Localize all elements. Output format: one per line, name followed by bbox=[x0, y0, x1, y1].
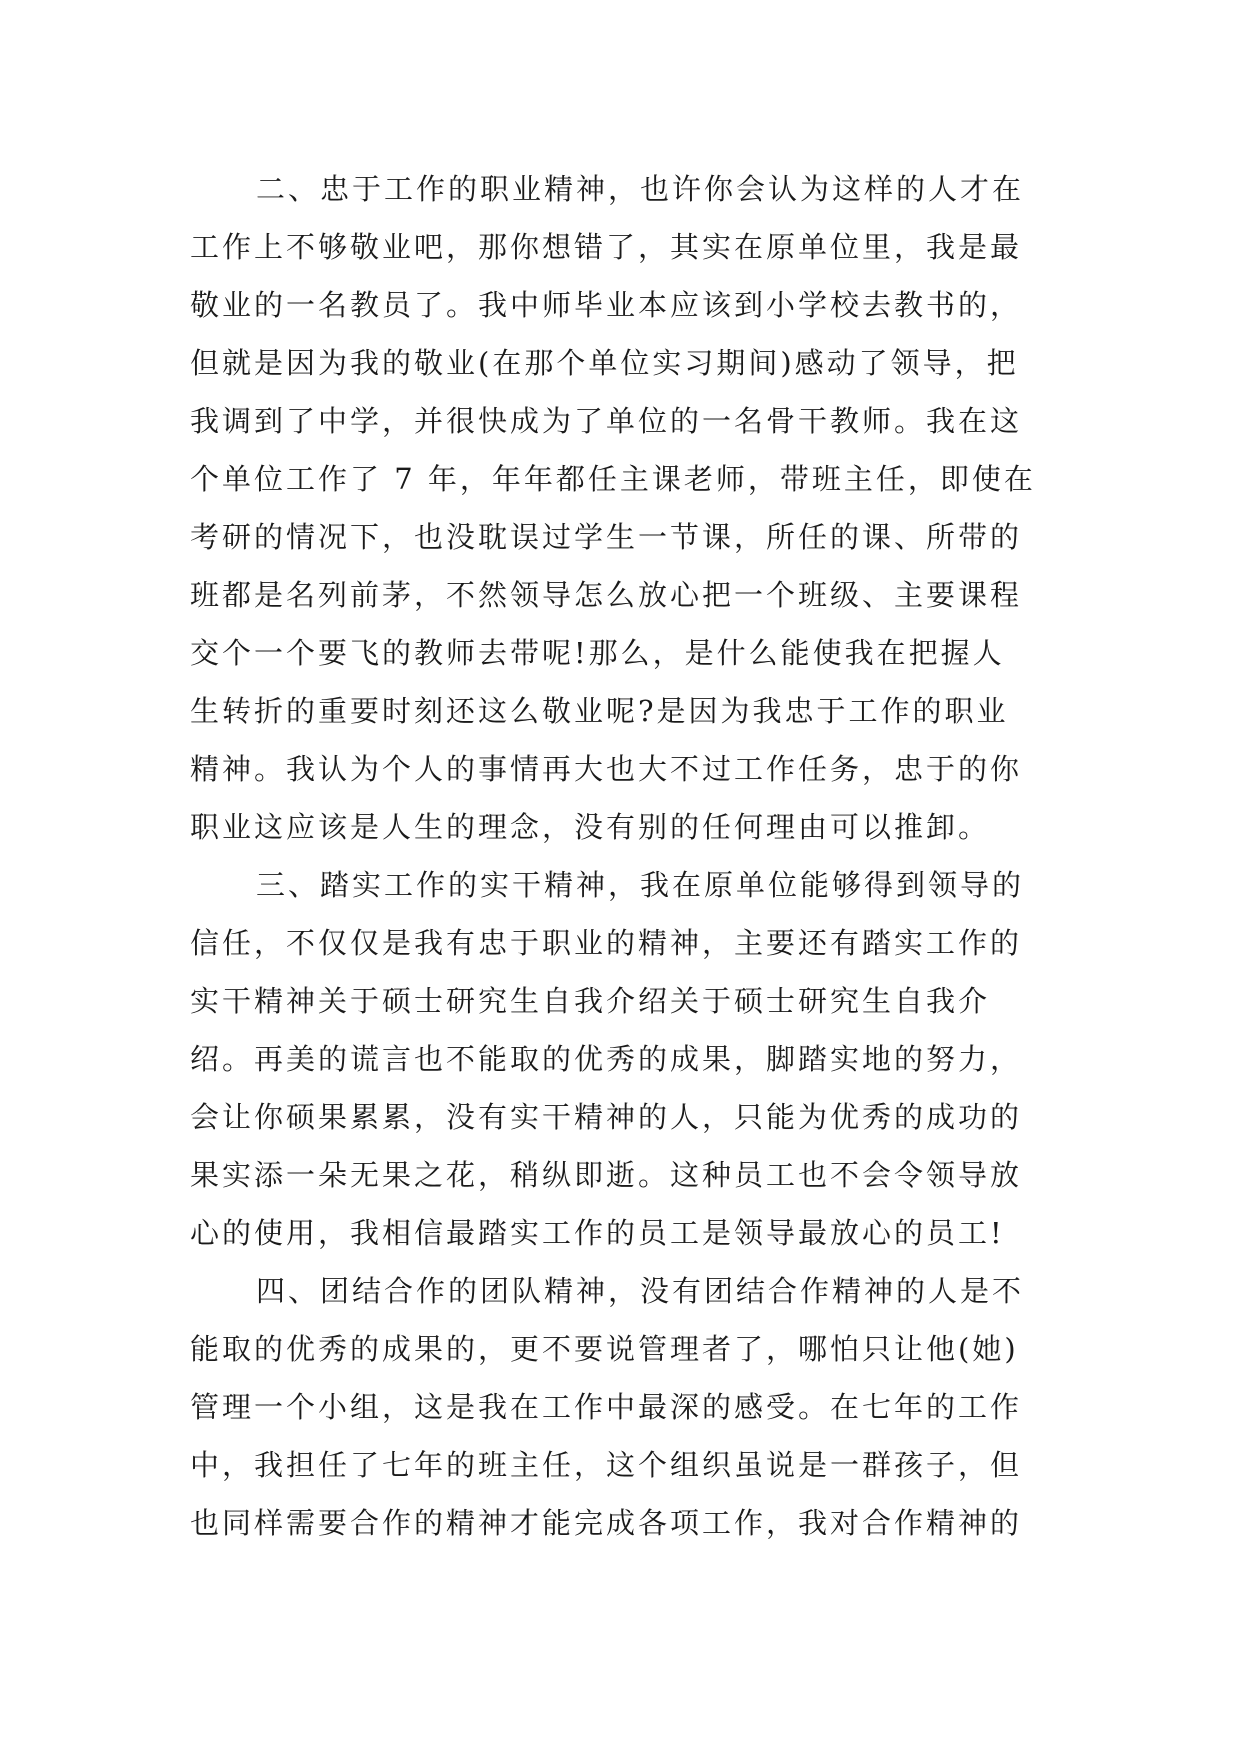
text-line: 班都是名列前茅，不然领导怎么放心把一个班级、主要课程 bbox=[190, 578, 1023, 612]
text-line: 我调到了中学，并很快成为了单位的一名骨干教师。我在这 bbox=[190, 404, 1023, 438]
text-line: 敬业的一名教员了。我中师毕业本应该到小学校去教书的， bbox=[190, 288, 1023, 322]
text-line: 心的使用，我相信最踏实工作的员工是领导最放心的员工! bbox=[190, 1216, 1005, 1250]
text-line: 个单位工作了 7 年，年年都任主课老师，带班主任，即使在 bbox=[190, 462, 1036, 496]
text-line: 能取的优秀的成果的，更不要说管理者了，哪怕只让他(她) bbox=[190, 1332, 1019, 1366]
text-line: 但就是因为我的敬业(在那个单位实习期间)感动了领导，把 bbox=[190, 346, 1019, 380]
text-line: 信任，不仅仅是我有忠于职业的精神，主要还有踏实工作的 bbox=[190, 926, 1023, 960]
text-line: 精神。我认为个人的事情再大也大不过工作任务，忠于的你 bbox=[190, 752, 1023, 786]
text-line: 实干精神关于硕士研究生自我介绍关于硕士研究生自我介 bbox=[190, 984, 991, 1018]
text-line: 生转折的重要时刻还这么敬业呢?是因为我忠于工作的职业 bbox=[190, 694, 1009, 728]
text-line: 果实添一朵无果之花，稍纵即逝。这种员工也不会令领导放 bbox=[190, 1158, 1023, 1192]
text-line: 会让你硕果累累，没有实干精神的人，只能为优秀的成功的 bbox=[190, 1100, 1023, 1134]
paragraph bbox=[190, 856, 1060, 1262]
text-line: 工作上不够敬业吧，那你想错了，其实在原单位里，我是最 bbox=[190, 230, 1023, 264]
text-line: 考研的情况下，也没耽误过学生一节课，所任的课、所带的 bbox=[190, 520, 1023, 554]
text-line: 二、忠于工作的职业精神，也许你会认为这样的人才在 bbox=[256, 172, 1025, 206]
text-line: 绍。再美的谎言也不能取的优秀的成果，脚踏实地的努力， bbox=[190, 1042, 1023, 1076]
text-line: 管理一个小组，这是我在工作中最深的感受。在七年的工作 bbox=[190, 1390, 1023, 1424]
paragraph bbox=[190, 160, 1060, 856]
paragraph bbox=[190, 1262, 1060, 1552]
text-line: 职业这应该是人生的理念，没有别的任何理由可以推卸。 bbox=[190, 810, 991, 844]
text-line: 四、团结合作的团队精神，没有团结合作精神的人是不 bbox=[256, 1274, 1025, 1308]
text-line: 也同样需要合作的精神才能完成各项工作，我对合作精神的 bbox=[190, 1506, 1023, 1540]
text-line: 三、踏实工作的实干精神，我在原单位能够得到领导的 bbox=[256, 868, 1025, 902]
document-body bbox=[190, 160, 1060, 1552]
text-line: 中，我担任了七年的班主任，这个组织虽说是一群孩子，但 bbox=[190, 1448, 1023, 1482]
text-line: 交个一个要飞的教师去带呢!那么，是什么能使我在把握人 bbox=[190, 636, 1005, 670]
